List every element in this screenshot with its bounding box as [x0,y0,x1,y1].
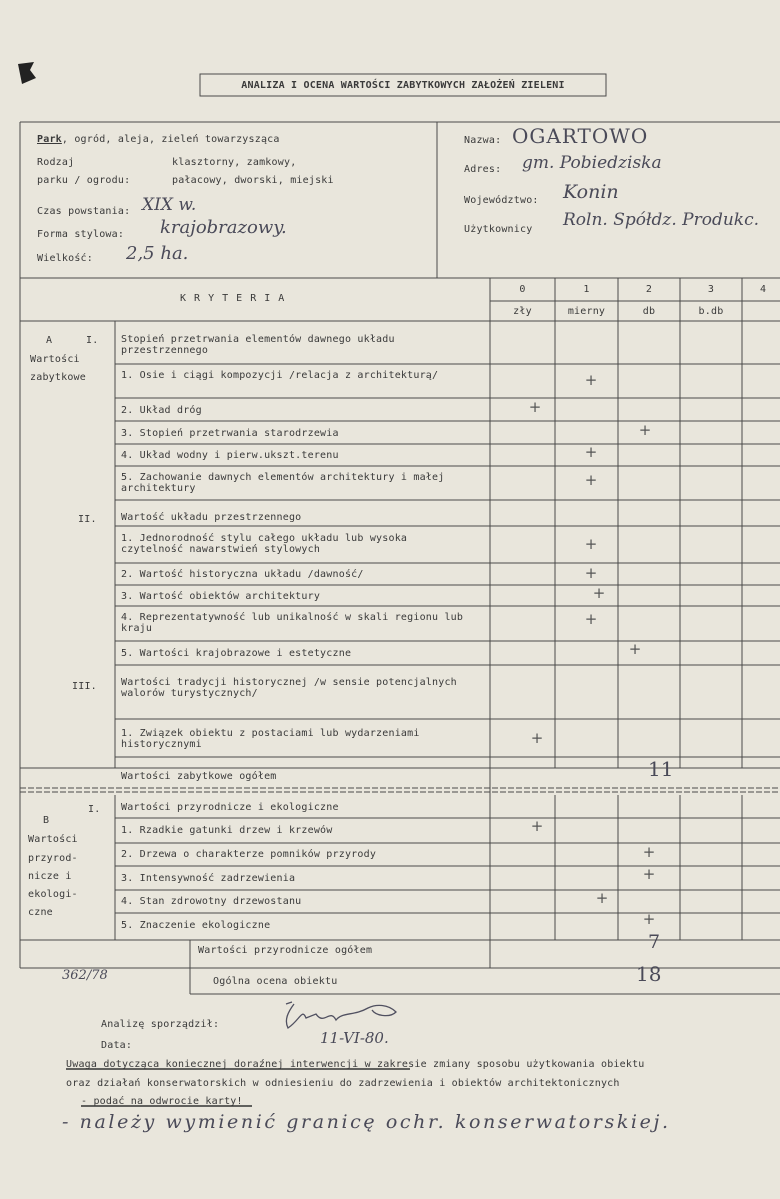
section-b-label-4: ekologi- [28,889,78,900]
data-label: Data: [101,1040,133,1051]
zabytkowe-total-value: 11 [648,757,674,781]
adres-label: Adres: [464,164,502,175]
row-a2-2: 2. Wartość historyczna układu /dawność/ [121,569,364,580]
mark-row-a1-3: + [638,421,652,439]
score-4-num: 4 [760,284,767,295]
row-b-4: 4. Stan zdrowotny drzewostanu [121,896,302,907]
group-b-header: Wartości przyrodnicze i ekologiczne [121,802,339,813]
mark-row-b-4: + [595,889,609,907]
row-b-1: 1. Rzadkie gatunki drzew i krzewów [121,825,333,836]
section-b-roman: I. [88,804,101,815]
rodzaj-options-2: pałacowy, dworski, miejski [172,175,334,186]
ogolna-ocena-value: 18 [636,962,662,986]
analize-label: Analizę sporządził: [101,1019,220,1030]
rodzaj-label: Rodzaj [37,157,75,168]
mark-row-b-2: + [642,843,656,861]
adres-value: gm. Pobiedziska [522,153,662,173]
mark-row-a3-1: + [530,729,544,747]
group-2-header: Wartość układu przestrzennego [121,512,302,523]
row-a1-2: 2. Układ dróg [121,405,202,416]
przyrodnicze-total-label: Wartości przyrodnicze ogółem [198,945,373,956]
uzytkownicy-value: Roln. Spółdz. Produkc. [563,210,760,230]
section-a-letter: A [46,335,53,346]
mark-row-a2-5: + [628,640,642,658]
score-1-num: 1 [583,284,590,295]
note-line-2: oraz działań konserwatorskich w odniesieniu do zadrzewienia i obiektów architektonicznych [66,1078,620,1089]
forma-label: Forma stylowa: [37,229,125,240]
mark-row-a1-5: + [584,471,598,489]
mark-row-a1-4: + [584,443,598,461]
row-b-5: 5. Znaczenie ekologiczne [121,920,271,931]
row-a1-3: 3. Stopień przetrwania starodrzewia [121,428,339,439]
score-3-label: b.db [698,306,724,317]
section-b-label-3: nicze i [28,871,72,882]
row-b-3: 3. Intensywność zadrzewienia [121,873,296,884]
zabytkowe-total-label: Wartości zabytkowe ogółem [121,771,277,782]
form-title: ANALIZA I OCENA WARTOŚCI ZABYTKOWYCH ZAŁOŻEŃ ZIELENI [241,80,565,91]
row-a2-5: 5. Wartości krajobrazowe i estetyczne [121,648,352,659]
group-3-roman: III. [72,681,97,692]
czas-value: XIX w. [142,195,197,215]
wielkosc-value: 2,5 ha. [126,243,189,264]
nazwa-label: Nazwa: [464,135,502,146]
row-a1-5: 5. Zachowanie dawnych elementów architektury i małej architektury [121,472,445,494]
wielkosc-label: Wielkość: [37,253,93,264]
mark-row-a2-3: + [592,584,606,602]
note-line-3: - podać na odwrocie karty! [81,1096,243,1107]
row-a3-1: 1. Związek obiektu z postaciami lub wydarzeniami historycznymi [121,728,420,750]
score-3-num: 3 [707,284,715,295]
score-0-num: 0 [519,284,526,295]
handwritten-note: - należy wymienić granicę ochr. konserwatorskiej. [62,1111,671,1133]
nazwa-value: OGARTOWO [512,124,649,148]
forma-value: krajobrazowy. [160,217,287,238]
note-line-1: Uwaga dotycząca koniecznej doraźnej interwencji w zakresie zmiany sposobu użytkowania obiektu [66,1059,645,1070]
czas-label: Czas powstania: [37,206,131,217]
mark-row-b-5: + [642,910,656,928]
mark-row-a1-2: + [528,398,542,416]
row-b-2: 2. Drzewa o charakterze pomników przyrody [121,849,377,860]
rodzaj-label-2: parku / ogrodu: [37,175,131,186]
score-2-label: db [642,306,656,317]
score-1-label: mierny [567,306,606,317]
group-1-header: Stopień przetrwania elementów dawnego układu przestrzennego [121,334,395,356]
row-a1-1: 1. Osie i ciągi kompozycji /relacja z architekturą/ [121,370,439,381]
rodzaj-options-1: klasztorny, zamkowy, [172,157,297,168]
section-b-label-5: czne [28,907,53,918]
przyrodnicze-total-value: 7 [648,931,661,953]
row-a2-1: 1. Jednorodność stylu całego układu lub wysoka czytelność nawarstwień stylowych [121,533,408,555]
archive-number: 362/78 [62,968,108,983]
row-a1-4: 4. Układ wodny i pierw.ukszt.terenu [121,450,339,461]
mark-row-a2-1: + [584,535,598,553]
section-b-letter: B [43,815,50,826]
section-b-label-2: przyrod- [28,853,78,864]
object-type-line: Park, ogród, aleja, zieleń towarzysząca [37,134,280,145]
group-2-roman: II. [78,514,97,525]
score-2-num: 2 [645,284,653,295]
score-0-label: zły [513,306,532,317]
mark-row-b-3: + [642,865,656,883]
mark-row-a2-4: + [584,610,598,628]
signature-date: 11-VI-80. [320,1029,389,1047]
wojewodztwo-value: Konin [563,181,619,203]
mark-row-a2-2: + [584,564,598,582]
criteria-header: K R Y T E R I A [180,293,286,304]
section-a-label-1: Wartości [30,354,80,365]
wojewodztwo-label: Województwo: [464,195,539,206]
row-a2-4: 4. Reprezentatywność lub unikalność w skali regionu lub kraju [121,612,464,634]
mark-row-b-1: + [530,817,544,835]
ogolna-ocena-label: Ogólna ocena obiektu [213,976,338,987]
row-a2-3: 3. Wartość obiektów architektury [121,591,321,602]
group-3-header: Wartości tradycji historycznej /w sensie potencjalnych walorów turystycznych/ [121,677,457,699]
scan-corner-mark [16,60,38,86]
section-b-label-1: Wartości [28,834,78,845]
section-a-label-2: zabytkowe [30,372,86,383]
mark-row-a1-1: + [584,371,598,389]
section-a-roman: I. [86,335,99,346]
uzytkownicy-label: Użytkownicy [464,224,533,235]
